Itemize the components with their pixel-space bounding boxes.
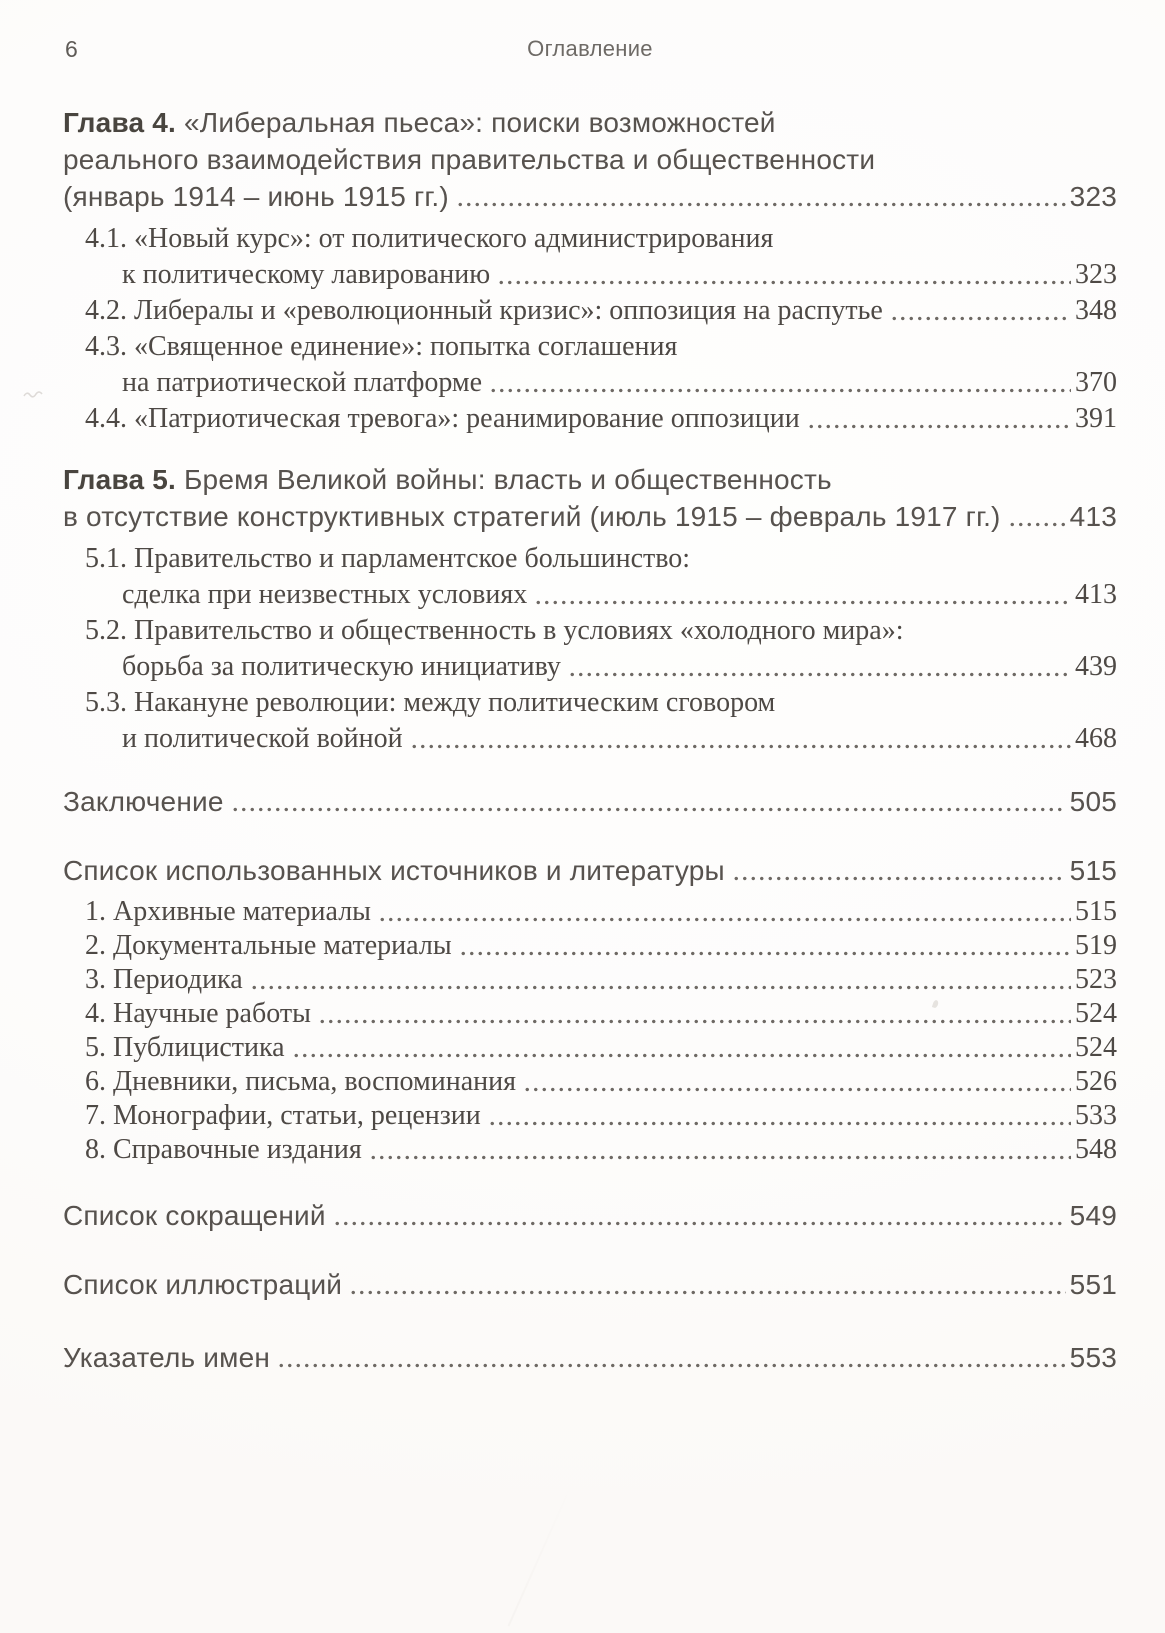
toc-page-number: 515 [1069,855,1117,886]
toc-page-number: 439 [1075,651,1117,682]
dotted-leader [456,178,1066,215]
table-of-contents [63,104,1117,1376]
toc-page-number: 519 [1075,930,1117,961]
toc-entry [63,1065,1117,1099]
toc-entry-text: Заключение [63,786,224,817]
toc-entry-text: «Либеральная пьеса»: поиски возможностей [183,107,776,138]
toc-entry-text: 4.3. «Священное единение»: попытка соглашения [85,331,678,362]
toc-page-number: 391 [1075,403,1117,434]
toc-entry-line [85,329,1117,365]
dotted-leader [250,963,1071,997]
toc-entry-row [85,895,1117,929]
toc-entry-row [85,1065,1117,1099]
toc-entry [63,783,1117,820]
toc-entry-text: 3. Периодика [85,964,243,995]
toc-entry [63,852,1117,889]
toc-entry-row [85,721,1117,757]
dotted-leader [292,1031,1071,1065]
toc-entry-row [63,1339,1117,1376]
toc-entry-row [85,257,1117,293]
dotted-leader [489,365,1071,401]
page-number: 6 [65,36,78,62]
toc-entry-text: 1. Архивные материалы [85,896,371,927]
page-title: Оглавление [527,36,653,61]
toc-entry-line [85,685,1117,721]
toc-page-number: 413 [1075,579,1117,610]
toc-entry-text: 5. Публицистика [85,1032,285,1063]
toc-entry [63,104,1117,215]
toc-entry-line [85,221,1117,257]
toc-entry-text: сделка при неизвестных условиях [122,579,528,610]
toc-entry-row [85,1099,1117,1133]
toc-entry [63,401,1117,437]
toc-entry-row [63,852,1117,889]
dotted-leader [369,1133,1071,1167]
toc-page-number: 505 [1069,786,1117,817]
toc-entry-text: 6. Дневники, письма, воспоминания [85,1066,516,1097]
toc-entry [63,1197,1117,1234]
scan-artifact-crease [508,1480,575,1627]
toc-page-number: 526 [1075,1066,1117,1097]
dotted-leader [318,997,1071,1031]
dotted-leader [277,1339,1066,1376]
toc-entry-row [63,178,1117,215]
toc-page-number: 468 [1075,723,1117,754]
toc-entry [63,997,1117,1031]
toc-entry [63,329,1117,401]
toc-entry-row [85,293,1117,329]
toc-entry-text: 8. Справочные издания [85,1134,362,1165]
toc-entry-row [85,649,1117,685]
toc-entry-text: Указатель имен [63,1342,271,1373]
dotted-leader [459,929,1071,963]
dotted-leader [534,577,1071,613]
toc-page-number: 553 [1069,1342,1117,1373]
dotted-leader [523,1065,1071,1099]
toc-entry-row [63,783,1117,820]
toc-entry-row [85,577,1117,613]
toc-page-number: 370 [1075,367,1117,398]
toc-entry [63,461,1117,535]
toc-entry-line [63,104,1117,141]
dotted-leader [1008,498,1066,535]
toc-entry-text: 4. Научные работы [85,998,311,1029]
toc-entry-row [85,401,1117,437]
dotted-leader [732,852,1066,889]
toc-entry-text: 4.2. Либералы и «революционный кризис»: оппозиция на распутье [85,295,883,326]
toc-entry-text: Бремя Великой войны: власть и общественность [183,464,832,495]
toc-entry [63,1133,1117,1167]
toc-entry-row [63,498,1117,535]
dotted-leader [333,1197,1066,1234]
toc-page-number: 533 [1075,1100,1117,1131]
toc-entry-text: 4.4. «Патриотическая тревога»: реанимирование оппозиции [85,403,800,434]
toc-page-number: 548 [1075,1134,1117,1165]
toc-page-number: 523 [1075,964,1117,995]
toc-entry-text: Список использованных источников и литературы [63,855,725,886]
toc-entry [63,895,1117,929]
toc-entry-row [85,1133,1117,1167]
toc-entry [63,1266,1117,1303]
toc-entry-row [85,997,1117,1031]
toc-entry [63,613,1117,685]
toc-entry [63,1339,1117,1376]
toc-entry-text: Список сокращений [63,1200,326,1231]
toc-entry-text: (январь 1914 – июнь 1915 гг.) [63,181,449,212]
dotted-leader [231,783,1066,820]
toc-entry-text: 4.1. «Новый курс»: от политического администрирования [85,223,774,254]
toc-page-number: 323 [1075,259,1117,290]
toc-entry-text [63,464,832,495]
toc-entry [63,221,1117,293]
running-head [63,36,1117,66]
chapter-prefix: Глава 5. [63,464,176,495]
toc-entry-text: 5.1. Правительство и парламентское большинство: [85,543,691,574]
dotted-leader [378,895,1071,929]
toc-page-number: 515 [1075,896,1117,927]
toc-entry-row [85,929,1117,963]
toc-entry-text: и политической войной [122,723,403,754]
toc-entry [63,963,1117,997]
toc-page-number: 524 [1075,998,1117,1029]
toc-page-number: 524 [1075,1032,1117,1063]
toc-page-number: 348 [1075,295,1117,326]
chapter-prefix: Глава 4. [63,107,176,138]
toc-page-number: 551 [1069,1269,1117,1300]
toc-page-number: 549 [1069,1200,1117,1231]
toc-entry-text: 5.3. Накануне революции: между политическим сговором [85,687,776,718]
dotted-leader [568,649,1071,685]
toc-entry-text: 5.2. Правительство и общественность в условиях «холодного мира»: [85,615,904,646]
toc-entry [63,541,1117,613]
toc-entry-row [85,963,1117,997]
toc-entry-line [63,461,1117,498]
dotted-leader [349,1266,1066,1303]
toc-page-number: 323 [1069,181,1117,212]
toc-entry-text: к политическому лавированию [122,259,491,290]
toc-entry-text: Список иллюстраций [63,1269,343,1300]
toc-entry-text: в отсутствие конструктивных стратегий (июль 1915 – февраль 1917 гг.) [63,501,1001,532]
toc-entry-text: борьба за политическую инициативу [122,651,561,682]
toc-entry-text [63,107,776,138]
toc-entry-row [85,1031,1117,1065]
dotted-leader [807,401,1071,437]
toc-entry [63,1099,1117,1133]
toc-entry [63,293,1117,329]
toc-entry-text: 2. Документальные материалы [85,930,452,961]
toc-page-number: 413 [1069,501,1117,532]
scan-artifact-squiggle [22,388,48,400]
toc-entry-line [85,541,1117,577]
toc-entry-line [85,613,1117,649]
dotted-leader [497,257,1071,293]
toc-entry-row [63,1266,1117,1303]
toc-entry-line [63,141,1117,178]
dotted-leader [488,1099,1071,1133]
toc-entry [63,1031,1117,1065]
toc-entry [63,929,1117,963]
toc-entry [63,685,1117,757]
toc-entry-text: 7. Монографии, статьи, рецензии [85,1100,481,1131]
dotted-leader [890,293,1071,329]
toc-entry-row [63,1197,1117,1234]
dotted-leader [410,721,1071,757]
toc-entry-text: на патриотической платформе [122,367,483,398]
toc-entry-row [85,365,1117,401]
toc-entry-text: реального взаимодействия правительства и общественности [63,144,876,175]
